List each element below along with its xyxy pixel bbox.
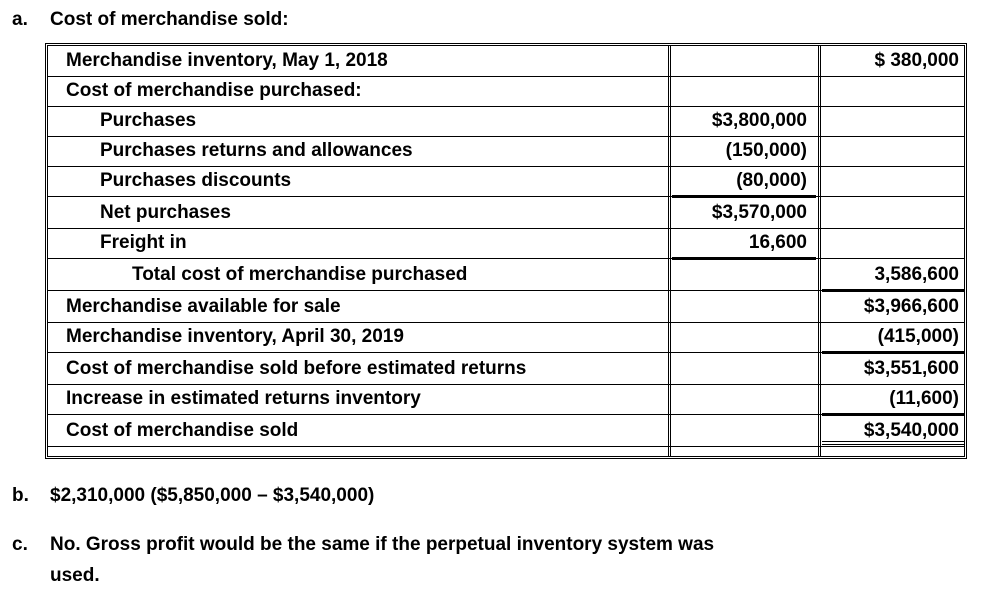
total-double-underline [822, 441, 964, 445]
table-row [48, 198, 964, 229]
row-mid-amount: 16,600 [748, 232, 807, 253]
table-row [48, 228, 964, 259]
row-right-amount: 3,586,600 [874, 264, 959, 285]
row-label: Purchases returns and allowances [100, 140, 413, 161]
row-right-amount: $ 380,000 [874, 50, 959, 71]
table-row [48, 166, 964, 197]
cost-of-merchandise-table [45, 43, 967, 459]
row-label: Purchases [100, 110, 197, 131]
row-right-amount: (11,600) [889, 388, 959, 409]
row-label: Cost of merchandise purchased: [66, 80, 362, 101]
row-label: Purchases discounts [100, 170, 292, 191]
part-b-letter: b. [12, 485, 29, 506]
row-right-amount: $3,540,000 [863, 420, 959, 441]
table-row [48, 384, 964, 415]
row-label: Merchandise inventory, April 30, 2019 [66, 326, 404, 347]
row-label: Merchandise available for sale [66, 296, 341, 317]
row-label: Total cost of merchandise purchased [132, 264, 468, 285]
table-row [48, 46, 964, 77]
part-c-text: No. Gross profit would be the same if the perpetual inventory system was [50, 534, 715, 555]
table-row [48, 446, 964, 456]
table-row [48, 136, 964, 167]
row-label: Cost of merchandise sold [66, 420, 299, 441]
row-mid-amount: $3,800,000 [711, 110, 807, 131]
part-b-answer [12, 484, 374, 508]
row-right-amount: (415,000) [877, 326, 959, 347]
part-c-text-continued: used. [50, 565, 100, 586]
row-mid-amount: $3,570,000 [711, 202, 807, 223]
row-label: Cost of merchandise sold before estimated returns [66, 358, 527, 379]
row-label: Freight in [100, 232, 187, 253]
table-row [48, 292, 964, 323]
table-row [48, 106, 964, 137]
table-row [48, 76, 964, 107]
row-label: Increase in estimated returns inventory [66, 388, 421, 409]
row-mid-amount: (150,000) [725, 140, 807, 161]
row-label: Merchandise inventory, May 1, 2018 [66, 50, 388, 71]
row-mid-amount: (80,000) [736, 170, 807, 191]
part-c-answer [12, 533, 714, 588]
row-right-amount: $3,966,600 [863, 296, 959, 317]
part-a-title: Cost of merchandise sold: [50, 9, 289, 30]
part-a-heading [12, 8, 289, 32]
row-label: Net purchases [100, 202, 231, 223]
part-c-letter: c. [12, 534, 28, 555]
part-b-text: $2,310,000 ($5,850,000 – $3,540,000) [50, 485, 375, 506]
row-right-amount: $3,551,600 [863, 358, 959, 379]
table-row [48, 354, 964, 385]
table-row [48, 322, 964, 353]
part-a-letter: a. [12, 9, 28, 30]
table-row [48, 260, 964, 291]
